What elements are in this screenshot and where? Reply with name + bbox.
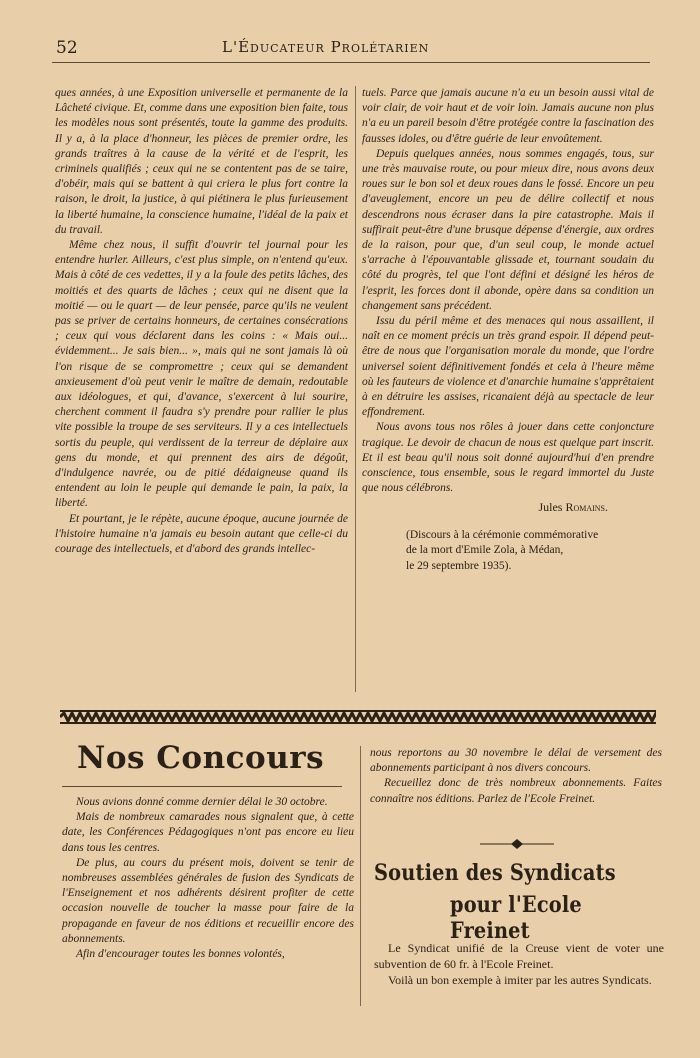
article-caption: [406, 528, 654, 575]
article-left-column: [55, 86, 348, 696]
article-right-column: [362, 86, 654, 574]
decorative-band: [60, 709, 656, 725]
author-last-name: Romains: [565, 500, 605, 515]
column-divider: [360, 746, 361, 1006]
concours-paragraph: nous reportons au 30 novembre le délai de versement des abonnements participant à nos divers concours.: [370, 747, 662, 775]
article-paragraph: tuels. Parce que jamais aucune n'a eu un besoin aussi vital de voir clair, de voir haut et de voir loin. Jamais aucune non plus n'a eu un pareil besoin d'être protégée contre la fascination des fausses idoles, ou d'être guérie de leur envoûtement.: [362, 87, 654, 145]
caption-line: (Discours à la cérémonie commémorative: [406, 528, 599, 541]
article-paragraph: ques années, à une Exposition universelle et permanente de la Lâcheté civique. Et, comme dans une exposition bien faite, tous les modèles nous sont présentés, toute la gamme des produits. Il y a, à la place d'honneur, les pièces de premier ordre, les grands traîtres à la cause de la vérité et de l'esprit, les criminels qualifiés ; ceux qui ne se contentent pas de se taire, d'obéir, mais qui se battent à qui criera le plus fort contre la raison, le droit, la justice, à qui piétinera le plus furieusement la liberté humaine, la conscience humaine, l'idéal de la paix et du travail.: [55, 87, 348, 236]
concours-paragraph: De plus, au cours du présent mois, doivent se tenir de nombreuses assemblées générales de fusion des Syndicats de l'Enseignement et nos adhérents désirent profiter de cette occasion nouvelle de toucher la masse pour faire de la propagande en faveur de nos éditions et recueillir encore des abonnements.: [62, 856, 354, 945]
page-header: [52, 36, 652, 64]
concours-paragraph: Afin d'encourager toutes les bonnes volontés,: [76, 948, 285, 961]
article-paragraph: Nous avons tous nos rôles à jouer dans cette conjoncture tragique. Le devoir de chacun de nous est quelque part inscrit. Et il est beau qu'il nous soit donné aujourd'hui d'en prendre conscience, tous ensemble, sous le regard immortel du Juste que nous célébrons.: [362, 421, 654, 495]
column-divider: [355, 86, 356, 692]
soutien-body: [374, 940, 664, 988]
soutien-title-line2: pour l'Ecole Freinet: [450, 892, 582, 944]
concours-title: Nos Concours: [77, 740, 325, 776]
wave-ornament: [60, 709, 656, 725]
article-paragraph: Et pourtant, je le répète, aucune époque, aucune journée de l'histoire humaine n'a jamais eu besoin autant que celle-ci du courage des intellectuels, et d'abord des grands intellec-: [55, 512, 348, 556]
concours-right-column: [370, 746, 662, 807]
article-paragraph: Depuis quelques années, nous sommes engagés, tous, sur une très mauvaise route, ou pour mieux dire, nous avons deux roues sur le bon sol et deux roues dans le fossé. Encore un peu d'aveuglement, encore un peu de délire collectif et nous descendrons nous écraser dans la pire catastrophe. Mais il suffirait peut-être d'une brusque dépense d'énergie, aux ordres de la raison, pour que, d'un seul coup, le monde actuel s'arrache à l'épouvantable glissade et, tournant soudain du côté du progrès, tel que l'ont défini et désigné les héros de l'esprit, les forces dont il abonde, opère dans sa condition un changement sans précédent.: [362, 147, 654, 312]
journal-title: L'Éducateur Prolétarien: [222, 38, 430, 56]
soutien-paragraph: Le Syndicat unifié de la Creuse vient de voter une subvention de 60 fr. à l'Ecole Freinet.: [374, 941, 664, 971]
soutien-paragraph: Voilà un bon exemple à imiter par les autres Syndicats.: [388, 973, 652, 987]
concours-left-column: [62, 795, 354, 962]
title-rule: [62, 786, 342, 787]
author-first-name: Jules: [538, 500, 563, 515]
article-paragraph: Même chez nous, il suffit d'ouvrir tel journal pour les entendre hurler. Ailleurs, c'est plus simple, on n'entend qu'eux. Mais à côté de ces vedettes, il y a la foule des petits lâches, des moitiés et des quarts de lâches ; ceux qui ne disent que la moitié — ou le quart — de leur pensée, parce qu'ils ne veulent pas se priver de certains honneurs, de certaines consécrations ; ceux qui vous déclarent dans les coins : « Mais oui... évidemment... Je sais bien... », mais qui ne sont jamais là où l'on risque de se compromettre ; ceux qui se demandent anxieusement d'où peut venir le maître de demain, redoutable aux idéologues, et qui, d'avance, s'exercent à lui sourire, cherchent comment il faudra s'y prendre pour rallier le plus vite possible la troupe de ses serviteurs. Il y a ces intellectuels sortis du peuple, qui verdissent de la terreur de déplaire aux gens du monde, et qui prennent des airs de dégoût, d'indulgence navrée, ou de pitié dédaigneuse quand ils entendent au loin le peuple qui demande le pain, la paix, la liberté.: [55, 239, 348, 510]
caption-line: le 29 septembre 1935).: [406, 559, 512, 572]
article-signature: Jules Romains.: [538, 500, 608, 515]
concours-paragraph: Nous avions donné comme dernier délai le 30 octobre.: [76, 796, 328, 808]
soutien-title-line1: Soutien des Syndicats: [374, 860, 616, 886]
caption-line: de la mort d'Emile Zola, à Médan,: [406, 544, 564, 557]
header-rule: [52, 62, 650, 63]
page-number: 52: [56, 38, 78, 58]
article-paragraph: Issu du péril même et des menaces qui nous assaillent, il naît en ce moment précis un très grand espoir. Il dépend peut-être de nous que l'organisation morale du monde, que l'ordre universel soient définitivement fondés et cela à l'heure même où les fauteurs de violence et d'anarchie humaine s'apprêtaient à en détruire les assises, ricanaient déjà au spectacle de leur effondrement.: [362, 315, 654, 419]
concours-paragraph: Recueillez donc de très nombreux abonnements. Faites connaître nos éditions. Parlez de l'Ecole Freinet.: [370, 777, 662, 805]
diamond-ornament: [480, 838, 554, 850]
concours-paragraph: Mais de nombreux camarades nous signalent que, à cette date, les Conférences Pédagogiques n'ont pas encore eu lieu dans tous les centres.: [62, 811, 354, 854]
